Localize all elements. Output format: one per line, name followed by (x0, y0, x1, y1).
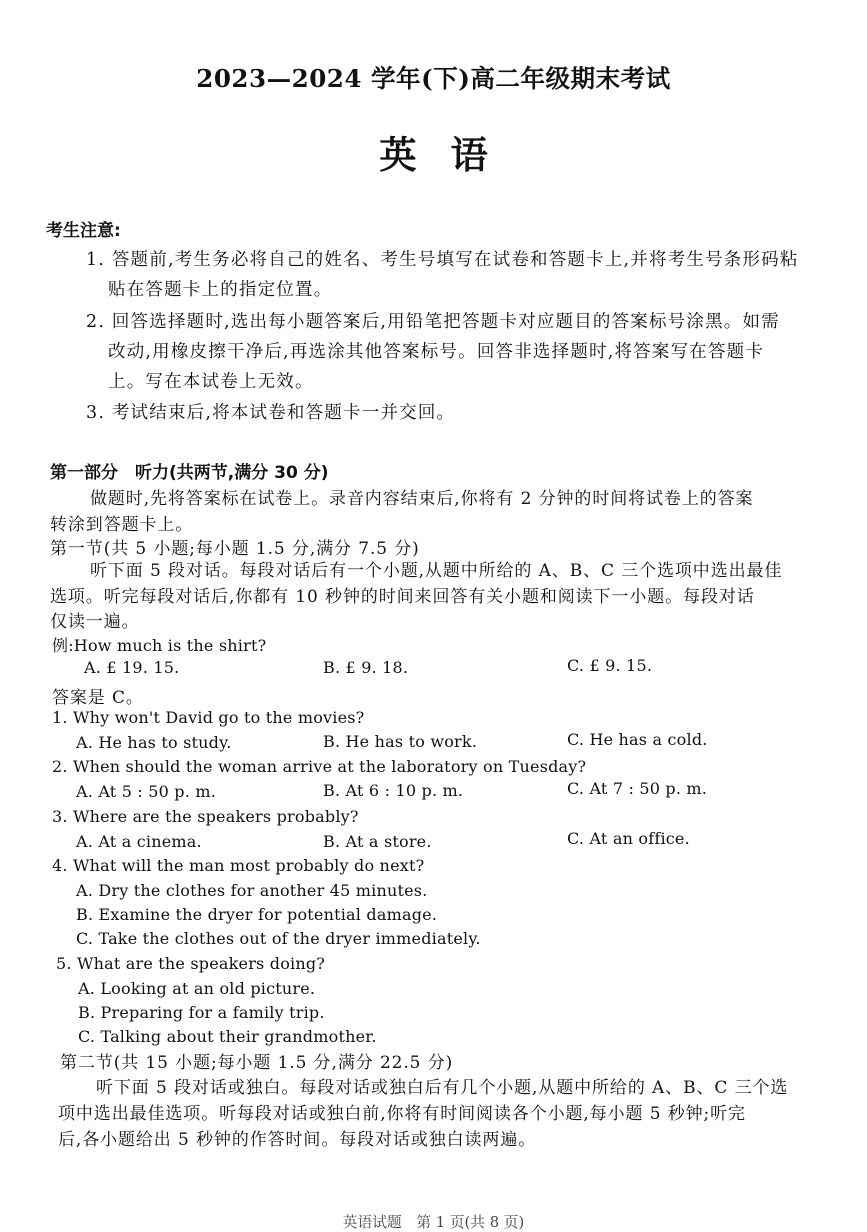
example-option-b: B. £ 9. 18. (323, 658, 409, 677)
question-2-option-c: C. At 7 : 50 p. m. (567, 779, 708, 798)
section1-intro-line-2: 选项。听完每段对话后,你都有 10 秒钟的时间来回答有关小题和阅读下一小题。每段对话 (50, 587, 755, 607)
question-4-option-c: C. Take the clothes out of the dryer immediately. (76, 929, 481, 948)
notice-heading: 考生注意: (46, 221, 121, 241)
question-3: 3. Where are the speakers probably? (52, 807, 359, 826)
question-2-option-b: B. At 6 : 10 p. m. (323, 781, 464, 800)
question-5: 5. What are the speakers doing? (56, 954, 326, 973)
question-5-option-c: C. Talking about their grandmother. (78, 1027, 377, 1046)
section1-intro-line-1: 听下面 5 段对话。每段对话后有一个小题,从题中所给的 A、B、C 三个选项中选出最佳 (90, 561, 783, 581)
question-1: 1. Why won't David go to the movies? (52, 708, 365, 727)
question-3-option-c: C. At an office. (567, 829, 690, 848)
notice-item-2-line-3: 上。写在本试卷上无效。 (108, 372, 314, 392)
example-option-c: C. £ 9. 15. (567, 656, 653, 675)
question-2-option-a: A. At 5 : 50 p. m. (76, 782, 216, 801)
example-question: 例:How much is the shirt? (52, 636, 267, 655)
notice-item-3: 3. 考试结束后,将本试卷和答题卡一并交回。 (86, 403, 456, 423)
example-answer: 答案是 C。 (52, 688, 144, 708)
question-1-option-b: B. He has to work. (323, 732, 478, 751)
question-4-option-a: A. Dry the clothes for another 45 minutes. (76, 881, 428, 900)
question-1-option-a: A. He has to study. (76, 733, 232, 752)
page-footer: 英语试题 第 1 页(共 8 页) (342, 1214, 525, 1231)
section2-intro-line-3: 后,各小题给出 5 秒钟的作答时间。每段对话或独白读两遍。 (58, 1130, 537, 1150)
section1-intro-line-3: 仅读一遍。 (50, 612, 140, 632)
notice-item-2-line-1: 2. 回答选择题时,选出每小题答案后,用铅笔把答题卡对应题目的答案标号涂黑。如需 (86, 312, 780, 332)
section1-heading: 第一节(共 5 小题;每小题 1.5 分,满分 7.5 分) (50, 539, 420, 559)
notice-item-2-line-2: 改动,用橡皮擦干净后,再选涂其他答案标号。回答非选择题时,将答案写在答题卡 (108, 342, 765, 362)
section2-intro-line-1: 听下面 5 段对话或独白。每段对话或独白后有几个小题,从题中所给的 A、B、C 三个选 (96, 1078, 789, 1098)
question-3-option-a: A. At a cinema. (76, 832, 202, 851)
example-option-a: A. £ 19. 15. (84, 658, 180, 677)
question-4: 4. What will the man most probably do next? (52, 856, 425, 875)
section2-heading: 第二节(共 15 小题;每小题 1.5 分,满分 22.5 分) (60, 1053, 454, 1073)
question-5-option-a: A. Looking at an old picture. (78, 979, 316, 998)
question-3-option-b: B. At a store. (323, 832, 432, 851)
section2-intro-line-2: 项中选出最佳选项。听每段对话或独白前,你将有时间阅读各个小题,每小题 5 秒钟;听完 (58, 1104, 746, 1124)
part1-heading: 第一部分 听力(共两节,满分 30 分) (50, 463, 329, 483)
question-1-option-c: C. He has a cold. (567, 730, 708, 749)
part1-intro-line-2: 转涂到答题卡上。 (50, 515, 194, 535)
question-4-option-b: B. Examine the dryer for potential damage. (76, 905, 438, 924)
notice-item-1-line-2: 贴在答题卡上的指定位置。 (108, 280, 333, 300)
part1-intro-line-1: 做题时,先将答案标在试卷上。录音内容结束后,你将有 2 分钟的时间将试卷上的答案 (90, 489, 754, 509)
notice-item-1-line-1: 1. 答题前,考生务必将自己的姓名、考生号填写在试卷和答题卡上,并将考生号条形码粘 (86, 250, 799, 270)
question-5-option-b: B. Preparing for a family trip. (78, 1003, 325, 1022)
question-2: 2. When should the woman arrive at the laboratory on Tuesday? (52, 757, 587, 776)
subject-title: 英语 (379, 133, 522, 177)
exam-title: 2023—2024 学年(下)高二年级期末考试 (196, 64, 671, 93)
